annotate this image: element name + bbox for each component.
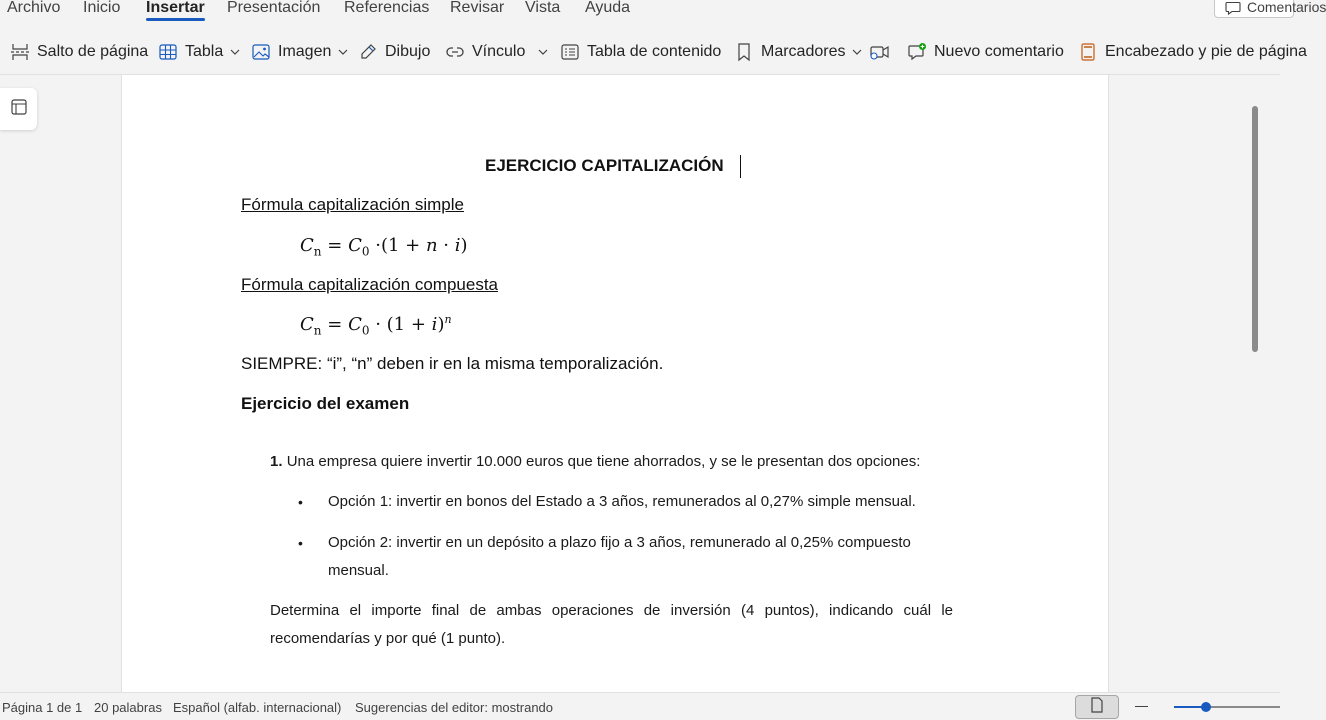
video-icon bbox=[870, 42, 890, 62]
tab-revisar[interactable]: Revisar bbox=[450, 0, 505, 16]
status-bar bbox=[0, 692, 1280, 720]
image-icon bbox=[251, 42, 271, 62]
drawing-label: Dibujo bbox=[385, 43, 431, 60]
new-comment-label: Nuevo comentario bbox=[934, 43, 1064, 60]
header-footer-icon bbox=[1078, 42, 1098, 62]
question-text: Una empresa quiere invertir 10.000 euros que tiene ahorrados, y se le presentan dos opciones: bbox=[286, 453, 921, 470]
chevron-down-icon bbox=[229, 46, 241, 58]
zoom-out-button[interactable] bbox=[1135, 706, 1148, 707]
table-of-contents-icon bbox=[560, 42, 580, 62]
bookmarks-label: Marcadores bbox=[761, 43, 846, 60]
tab-insertar[interactable]: Insertar bbox=[146, 0, 205, 23]
tab-vista[interactable]: Vista bbox=[525, 0, 561, 16]
chevron-down-icon bbox=[537, 46, 549, 58]
tab-presentacion[interactable]: Presentación bbox=[227, 0, 321, 16]
word-count[interactable]: 20 palabras bbox=[94, 700, 162, 715]
toc-label: Tabla de contenido bbox=[587, 43, 722, 60]
bullet-marker: • bbox=[298, 535, 303, 551]
bullet-marker: • bbox=[298, 494, 303, 510]
zoom-slider-thumb[interactable] bbox=[1201, 702, 1211, 712]
image-label: Imagen bbox=[278, 43, 332, 60]
header-footer-label: Encabezado y pie de página bbox=[1105, 43, 1307, 60]
tab-ayuda[interactable]: Ayuda bbox=[585, 0, 631, 16]
menu-bar bbox=[0, 0, 1326, 28]
table-label: Tabla bbox=[185, 43, 224, 60]
language-status[interactable]: Español (alfab. internacional) bbox=[173, 700, 342, 715]
bookmark-icon bbox=[734, 42, 754, 62]
link-icon bbox=[445, 42, 465, 62]
page-view-icon bbox=[1090, 697, 1104, 718]
pen-icon bbox=[358, 42, 378, 62]
simple-interest-formula: $C_n = C_0 \cdot(1 + n \cdot i)$ bbox=[300, 235, 468, 259]
navigation-pane-button[interactable] bbox=[0, 88, 37, 130]
toc-button[interactable] bbox=[560, 38, 721, 66]
compound-formula-heading: Fórmula capitalización compuesta bbox=[241, 275, 499, 294]
exam-heading: Ejercicio del examen bbox=[241, 394, 410, 413]
new-comment-icon bbox=[907, 42, 927, 62]
task-text-cont: recomendarías y por qué (1 punto). bbox=[270, 630, 506, 647]
drawing-button[interactable] bbox=[358, 38, 430, 66]
new-comment-button[interactable] bbox=[907, 38, 1064, 66]
simple-formula-heading: Fórmula capitalización simple bbox=[241, 195, 464, 214]
chevron-down-icon bbox=[851, 46, 863, 58]
option-1-text: Opción 1: invertir en bonos del Estado a 3 años, remunerados al 0,27% simple mensual. bbox=[328, 493, 916, 510]
compound-interest-formula: $C_n = C_0 \cdot (1 + i)^n$ bbox=[300, 313, 452, 338]
document-title: EJERCICIO CAPITALIZACIÓN bbox=[485, 156, 724, 175]
tab-archivo[interactable]: Archivo bbox=[7, 0, 61, 16]
page-break-label: Salto de página bbox=[37, 43, 149, 60]
option-2-text-cont: mensual. bbox=[328, 562, 389, 579]
table-icon bbox=[158, 42, 178, 62]
tab-inicio[interactable]: Inicio bbox=[83, 0, 121, 16]
page-count[interactable]: Página 1 de 1 bbox=[2, 700, 83, 715]
scrollbar-thumb[interactable] bbox=[1252, 106, 1258, 352]
tab-referencias[interactable]: Referencias bbox=[344, 0, 430, 16]
note-text: SIEMPRE: “i”, “n” deben ir en la misma temporalización. bbox=[241, 354, 664, 373]
image-button[interactable] bbox=[251, 38, 349, 66]
comments-button[interactable] bbox=[1214, 0, 1326, 18]
question-number: 1. bbox=[270, 453, 283, 470]
link-label: Vínculo bbox=[472, 43, 526, 60]
header-footer-button[interactable] bbox=[1078, 38, 1307, 66]
link-button[interactable] bbox=[445, 38, 549, 66]
chevron-down-icon bbox=[337, 46, 349, 58]
page-break-button[interactable] bbox=[10, 38, 148, 66]
comments-label: Comentarios bbox=[1247, 0, 1326, 15]
ribbon-toolbar bbox=[0, 28, 1307, 75]
bookmarks-button[interactable] bbox=[734, 38, 863, 66]
navigation-pane-icon bbox=[10, 98, 28, 121]
task-text: Determina el importe final de ambas operaciones de inversión (4 puntos), indicando cuál le bbox=[270, 602, 953, 619]
insert-video-button[interactable] bbox=[870, 38, 897, 66]
question-line bbox=[270, 453, 920, 470]
print-layout-view-button[interactable] bbox=[1075, 695, 1119, 719]
comment-icon bbox=[1225, 0, 1241, 20]
page-break-icon bbox=[10, 42, 30, 62]
editor-suggestions-status[interactable]: Sugerencias del editor: mostrando bbox=[355, 700, 554, 715]
option-2-text: Opción 2: invertir en un depósito a plazo fijo a 3 años, remunerado al 0,25% compuesto bbox=[328, 534, 911, 551]
table-button[interactable] bbox=[158, 38, 241, 66]
text-cursor bbox=[740, 155, 741, 178]
